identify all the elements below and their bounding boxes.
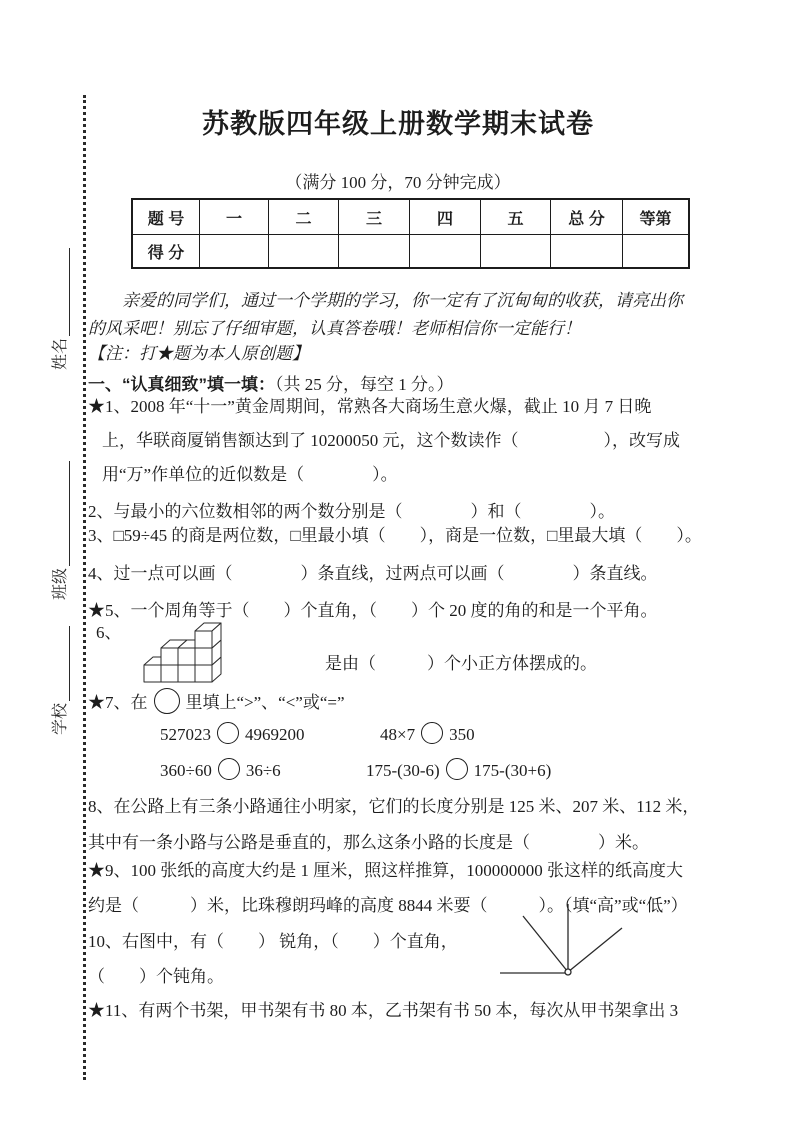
- q9-line-2: 约是（ ）米，比珠穆朗玛峰的高度 8844 米要（ ）。（填“高”或“低”）: [88, 896, 688, 915]
- q6-number: 6、: [96, 623, 122, 642]
- q7-heading: [88, 688, 345, 714]
- q3-line: 3、□59÷45 的商是两位数，□里最小填（ ），商是一位数，□里最大填（ ）。: [88, 526, 702, 545]
- q7-suffix: 里填上“>”、“<”或“=”: [185, 693, 345, 712]
- margin-name-field: [44, 240, 70, 370]
- q7-pair-4-right: 175-(30+6): [473, 761, 552, 780]
- q1-line-2: 上，华联商厦销售额达到了 10200050 元，这个数读作（ ），改写成: [102, 431, 680, 450]
- name-label: 姓名: [52, 337, 69, 370]
- score-cell-empty: [339, 235, 410, 269]
- q7-pair-2-right: 350: [449, 725, 475, 744]
- score-table: [131, 198, 690, 269]
- q7-pair-2-left: 48×7: [380, 725, 416, 744]
- name-blank-line: [51, 248, 70, 336]
- exam-content: [88, 0, 728, 1122]
- school-blank-line: [51, 626, 70, 701]
- margin-class-field: [44, 450, 70, 600]
- q11-line: ★11、有两个书架，甲书架有书 80 本，乙书架有书 50 本，每次从甲书架拿出 3: [88, 1001, 679, 1020]
- score-header-cell: 二: [269, 199, 339, 235]
- q8-line-1: 8、在公路上有三条小路通往小明家，它们的长度分别是 125 米、207 米、112 米，: [88, 797, 700, 816]
- q10-line-2: （ ）个钝角。: [88, 967, 224, 986]
- score-cell-empty: [551, 235, 623, 269]
- score-cell-empty: [410, 235, 481, 269]
- circle-blank-icon: [154, 688, 180, 714]
- q10-line-1: 10、右图中，有（ ） 锐角，（ ）个直角，: [88, 932, 458, 951]
- score-header-cell: 一: [200, 199, 269, 235]
- intro-line-1: 亲爱的同学们，通过一个学期的学习，你一定有了沉甸甸的收获，请亮出你: [122, 291, 683, 310]
- q7-pair-3-right: 36÷6: [245, 761, 281, 780]
- score-table-header-row: [132, 199, 689, 235]
- cube-stack-figure: [143, 613, 231, 685]
- q7-pair-3: [160, 758, 281, 782]
- q6-suffix: 是由（ ）个小正方体摆成的。: [325, 654, 597, 673]
- q9-line-1: ★9、100 张纸的高度大约是 1 厘米，照这样推算，100000000 张这样的纸高度大: [88, 861, 683, 880]
- circle-blank-icon: [446, 758, 468, 780]
- score-header-cell: 五: [481, 199, 551, 235]
- q7-pair-2: [380, 722, 475, 746]
- exam-title: 苏教版四年级上册数学期末试卷: [202, 109, 594, 139]
- q4-line: 4、过一点可以画（ ）条直线，过两点可以画（ ）条直线。: [88, 564, 658, 583]
- school-label: 学校: [52, 702, 69, 735]
- score-header-cell: 四: [410, 199, 481, 235]
- q7-pair-1-left: 527023: [160, 725, 211, 744]
- score-header-cell: 等第: [623, 199, 690, 235]
- score-row-label: 得 分: [132, 235, 200, 269]
- score-cell-empty: [481, 235, 551, 269]
- q7-pair-1-right: 4969200: [245, 725, 305, 744]
- q1-line-3: 用“万”作单位的近似数是（ ）。: [102, 465, 398, 484]
- section1-heading-note: （共 25 分，每空 1 分。）: [275, 375, 454, 394]
- score-table-score-row: [132, 235, 689, 269]
- q7-prefix: ★7、在: [88, 693, 148, 712]
- class-blank-line: [51, 461, 70, 566]
- q8-line-2: 其中有一条小路与公路是垂直的，那么这条小路的长度是（ ）米。: [88, 833, 649, 852]
- seal-dotted-line: [83, 95, 86, 1080]
- circle-blank-icon: [421, 722, 443, 744]
- circle-blank-icon: [218, 758, 240, 780]
- score-header-cell: 三: [339, 199, 410, 235]
- class-label: 班级: [52, 567, 69, 600]
- author-note: 【注：打★题为本人原创题】: [88, 344, 309, 363]
- q7-pair-3-left: 360÷60: [160, 761, 212, 780]
- score-cell-empty: [200, 235, 269, 269]
- q7-pair-4-left: 175-(30-6): [366, 761, 440, 780]
- q5-line: ★5、一个周角等于（ ）个直角，（ ）个 20 度的角的和是一个平角。: [88, 601, 658, 620]
- margin-school-field: [44, 618, 70, 735]
- q7-pair-1: [160, 722, 305, 746]
- q1-line-1: ★1、2008 年“十一”黄金周期间，常熟各大商场生意火爆，截止 10 月 7 日晚: [88, 397, 652, 416]
- score-cell-empty: [623, 235, 690, 269]
- circle-blank-icon: [217, 722, 239, 744]
- score-header-cell: 总 分: [551, 199, 623, 235]
- section1-heading-bold: 一、“认真细致”填一填：: [88, 375, 275, 394]
- intro-line-2: 的风采吧！别忘了仔细审题，认真答卷哦！老师相信你一定能行！: [88, 319, 581, 338]
- angle-rays-figure: [495, 888, 655, 980]
- score-cell-empty: [269, 235, 339, 269]
- q7-pair-4: [366, 758, 551, 782]
- score-header-cell: 题 号: [132, 199, 200, 235]
- q2-line: 2、与最小的六位数相邻的两个数分别是（ ）和（ ）。: [88, 502, 615, 521]
- section1-heading: [88, 374, 454, 396]
- exam-subtitle: （满分 100 分，70 分钟完成）: [285, 173, 511, 192]
